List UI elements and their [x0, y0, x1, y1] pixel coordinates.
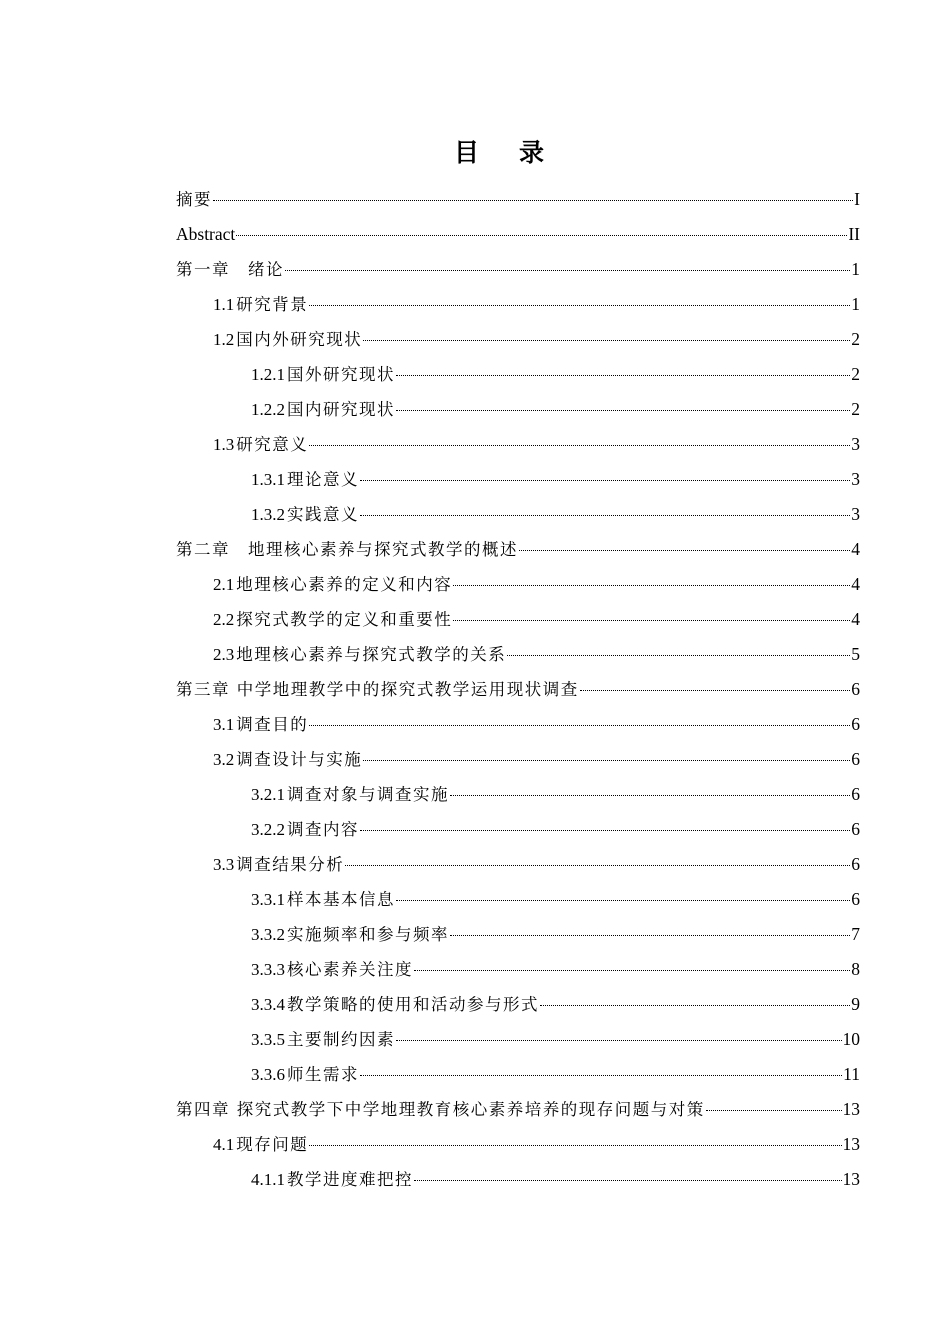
toc-entry-label: 实践意义	[287, 505, 359, 524]
toc-entry-page-number: II	[848, 224, 860, 244]
dot-leader	[213, 185, 853, 205]
toc-entry-label: 第四章 探究式教学下中学地理教育核心素养培养的现存问题与对策	[176, 1100, 705, 1119]
toc-entry-title	[251, 1162, 413, 1197]
dot-leader	[519, 535, 850, 555]
toc-heading	[0, 133, 950, 169]
toc-entry-number: 3.2.2	[251, 820, 285, 839]
toc-entry-title	[251, 952, 413, 987]
toc-entry-number: 1.3.2	[251, 505, 285, 524]
dot-leader	[453, 570, 850, 590]
toc-entry-label: 地理核心素养与探究式教学的关系	[236, 645, 507, 664]
toc-entry[interactable]	[176, 1127, 860, 1162]
dot-leader	[309, 1130, 841, 1150]
toc-entry-number: 3.3.2	[251, 925, 285, 944]
toc-entry[interactable]	[176, 777, 860, 812]
toc-entry-label: 第三章 中学地理教学中的探究式教学运用现状调查	[176, 680, 579, 699]
toc-entry-page-number: 9	[851, 994, 860, 1014]
toc-entry-label: 主要制约因素	[287, 1030, 395, 1049]
toc-entry-page-number: 2	[851, 364, 860, 384]
toc-entry-title	[213, 287, 308, 322]
toc-entry-page-number: 3	[851, 504, 860, 524]
dot-leader	[396, 885, 850, 905]
toc-entry-page-number: I	[854, 189, 860, 209]
toc-entry-number: 3.2	[213, 750, 235, 769]
toc-entry-page-number: 1	[851, 259, 860, 279]
toc-entry-number: 3.2.1	[251, 785, 285, 804]
toc-entry-label: 第二章 地理核心素养与探究式教学的概述	[176, 540, 518, 559]
toc-entry-page-number: 13	[842, 1169, 860, 1189]
toc-entry-title	[251, 497, 359, 532]
dot-leader	[507, 640, 850, 660]
toc-entry[interactable]	[176, 1057, 860, 1092]
toc-entry-label: 调查结果分析	[236, 855, 345, 874]
table-of-contents	[176, 182, 860, 1197]
toc-entry-number: 1.1	[213, 295, 235, 314]
dot-leader	[396, 395, 850, 415]
toc-entry-label: 国内外研究现状	[236, 330, 363, 349]
toc-entry-page-number: 11	[843, 1064, 860, 1084]
toc-entry-page-number: 2	[851, 329, 860, 349]
toc-entry[interactable]	[176, 217, 860, 252]
toc-entry-page-number: 3	[851, 469, 860, 489]
toc-entry-page-number: 1	[851, 294, 860, 314]
dot-leader	[360, 500, 850, 520]
toc-entry-title	[213, 602, 452, 637]
toc-entry-title	[213, 1127, 308, 1162]
toc-entry-page-number: 6	[851, 854, 860, 874]
toc-entry[interactable]	[176, 742, 860, 777]
toc-entry-page-number: 6	[851, 749, 860, 769]
toc-entry-number: 3.1	[213, 715, 235, 734]
toc-entry-label: 样本基本信息	[287, 890, 395, 909]
toc-entry[interactable]	[176, 847, 860, 882]
toc-entry-label: 地理核心素养的定义和内容	[236, 575, 453, 594]
toc-entry[interactable]	[176, 952, 860, 987]
toc-entry-title	[176, 217, 235, 252]
toc-entry-label: 现存问题	[236, 1135, 309, 1154]
toc-entry[interactable]	[176, 392, 860, 427]
toc-entry[interactable]	[176, 917, 860, 952]
toc-heading-char-1: 目	[453, 138, 479, 167]
toc-entry-label: 探究式教学的定义和重要性	[236, 610, 453, 629]
dot-leader	[396, 1025, 842, 1045]
dot-leader	[309, 290, 850, 310]
toc-entry[interactable]	[176, 532, 860, 567]
toc-entry-label: 摘要	[176, 190, 212, 209]
toc-entry-title	[213, 427, 308, 462]
toc-entry-number: 2.2	[213, 610, 235, 629]
toc-entry-title	[176, 672, 579, 707]
toc-entry-page-number: 10	[842, 1029, 860, 1049]
toc-entry[interactable]	[176, 182, 860, 217]
toc-entry[interactable]	[176, 567, 860, 602]
dot-leader	[345, 850, 850, 870]
toc-entry-page-number: 6	[851, 889, 860, 909]
toc-entry-title	[251, 987, 539, 1022]
toc-entry-title	[176, 1092, 705, 1127]
dot-leader	[414, 1165, 842, 1185]
toc-entry-page-number: 8	[851, 959, 860, 979]
toc-entry-label: 教学进度难把控	[287, 1170, 413, 1189]
toc-entry-page-number: 5	[851, 644, 860, 664]
toc-entry-label: 调查设计与实施	[236, 750, 363, 769]
toc-entry-page-number: 6	[851, 784, 860, 804]
toc-entry-number: 1.2.2	[251, 400, 285, 419]
toc-entry[interactable]	[176, 497, 860, 532]
toc-entry-label: 调查对象与调查实施	[287, 785, 449, 804]
dot-leader	[309, 710, 850, 730]
dot-leader	[363, 745, 850, 765]
toc-entry-title	[213, 567, 452, 602]
toc-entry-title	[251, 392, 395, 427]
toc-entry-label: Abstract	[176, 224, 236, 244]
toc-entry-title	[176, 532, 518, 567]
toc-entry[interactable]	[176, 987, 860, 1022]
dot-leader	[453, 605, 850, 625]
toc-entry[interactable]	[176, 1092, 860, 1127]
toc-entry-title	[251, 462, 359, 497]
toc-entry-page-number: 4	[851, 609, 860, 629]
toc-entry[interactable]	[176, 672, 860, 707]
toc-entry-label: 理论意义	[287, 470, 359, 489]
toc-entry[interactable]	[176, 1162, 860, 1197]
dot-leader	[309, 430, 850, 450]
toc-entry-number: 1.3	[213, 435, 235, 454]
toc-entry-title	[251, 812, 359, 847]
toc-entry[interactable]	[176, 252, 860, 287]
toc-entry[interactable]	[176, 812, 860, 847]
toc-entry-title	[213, 742, 362, 777]
toc-entry-label: 实施频率和参与频率	[287, 925, 449, 944]
toc-entry-label: 国内研究现状	[287, 400, 395, 419]
dot-leader	[396, 360, 850, 380]
toc-entry-title	[213, 637, 506, 672]
toc-entry-title	[176, 252, 284, 287]
toc-entry[interactable]	[176, 322, 860, 357]
toc-entry-number: 3.3.4	[251, 995, 285, 1014]
toc-entry-label: 调查目的	[236, 715, 309, 734]
toc-entry-number: 2.1	[213, 575, 235, 594]
dot-leader	[285, 255, 850, 275]
toc-entry-title	[213, 322, 362, 357]
toc-entry[interactable]	[176, 287, 860, 322]
toc-entry[interactable]	[176, 357, 860, 392]
toc-entry-number: 3.3.5	[251, 1030, 285, 1049]
toc-entry-label: 研究意义	[236, 435, 309, 454]
toc-entry-number: 3.3.3	[251, 960, 285, 979]
toc-entry-number: 1.2.1	[251, 365, 285, 384]
toc-entry-page-number: 13	[842, 1134, 860, 1154]
toc-entry[interactable]	[176, 1022, 860, 1057]
toc-entry-label: 师生需求	[287, 1065, 359, 1084]
toc-entry-label: 调查内容	[287, 820, 359, 839]
dot-leader	[360, 815, 850, 835]
toc-heading-char-2: 录	[519, 138, 545, 167]
toc-entry[interactable]	[176, 707, 860, 742]
toc-entry-number: 3.3.1	[251, 890, 285, 909]
toc-entry[interactable]	[176, 462, 860, 497]
dot-leader	[450, 920, 850, 940]
dot-leader	[360, 1060, 842, 1080]
toc-entry-page-number: 13	[842, 1099, 860, 1119]
dot-leader	[706, 1095, 842, 1115]
dot-leader	[580, 675, 851, 695]
toc-entry-page-number: 2	[851, 399, 860, 419]
toc-entry-number: 4.1.1	[251, 1170, 285, 1189]
toc-entry-title	[213, 707, 308, 742]
toc-entry-number: 1.2	[213, 330, 235, 349]
toc-entry-page-number: 4	[851, 539, 860, 559]
toc-entry-label: 研究背景	[236, 295, 309, 314]
toc-entry-number: 3.3	[213, 855, 235, 874]
toc-entry-title	[251, 917, 449, 952]
toc-entry-page-number: 3	[851, 434, 860, 454]
toc-entry-label: 教学策略的使用和活动参与形式	[287, 995, 539, 1014]
toc-entry[interactable]	[176, 427, 860, 462]
toc-entry-title	[251, 882, 395, 917]
dot-leader	[540, 990, 850, 1010]
toc-entry-title	[251, 777, 449, 812]
toc-entry-title	[251, 357, 395, 392]
toc-entry-page-number: 6	[851, 679, 860, 699]
dot-leader	[363, 325, 850, 345]
toc-entry[interactable]	[176, 637, 860, 672]
toc-entry-title	[251, 1022, 395, 1057]
toc-entry-title	[176, 182, 212, 217]
toc-entry-label: 第一章 绪论	[176, 260, 284, 279]
toc-entry-label: 核心素养关注度	[287, 960, 413, 979]
toc-entry-number: 2.3	[213, 645, 235, 664]
toc-entry[interactable]	[176, 882, 860, 917]
toc-entry-title	[251, 1057, 359, 1092]
toc-entry-page-number: 6	[851, 819, 860, 839]
dot-leader	[450, 780, 850, 800]
dot-leader	[236, 220, 847, 240]
toc-entry-number: 1.3.1	[251, 470, 285, 489]
toc-entry-title	[213, 847, 344, 882]
toc-entry-page-number: 4	[851, 574, 860, 594]
toc-entry-number: 4.1	[213, 1135, 235, 1154]
toc-entry-number: 3.3.6	[251, 1065, 285, 1084]
dot-leader	[360, 465, 850, 485]
toc-entry-page-number: 6	[851, 714, 860, 734]
toc-entry-label: 国外研究现状	[287, 365, 395, 384]
toc-entry-page-number: 7	[851, 924, 860, 944]
dot-leader	[414, 955, 850, 975]
toc-entry[interactable]	[176, 602, 860, 637]
